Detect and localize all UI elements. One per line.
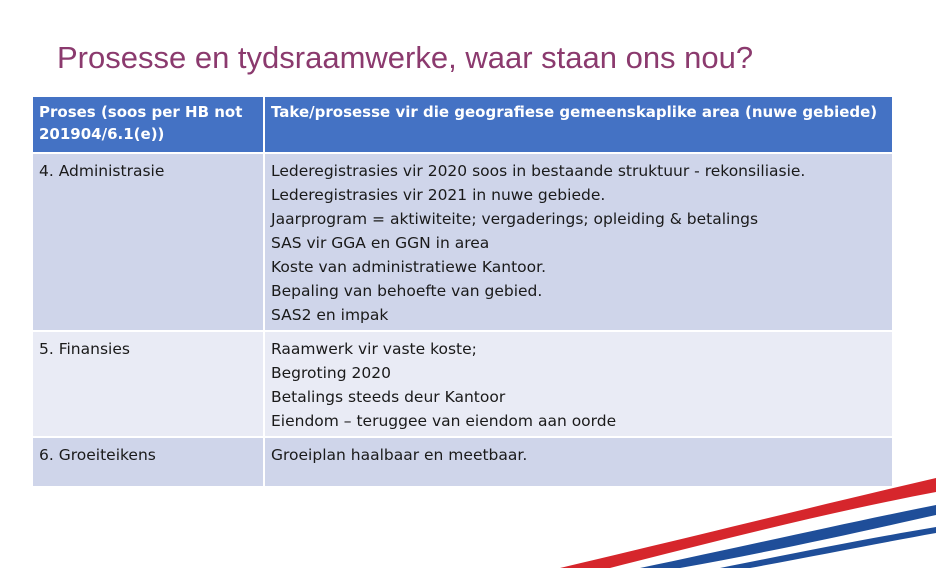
task-line: SAS vir GGA en GGN in area <box>271 234 490 252</box>
task-line: Groeiplan haalbaar en meetbaar. <box>271 446 528 464</box>
process-cell: 5. Finansies <box>32 331 264 437</box>
slide-title: Prosesse en tydsraamwerke, waar staan ons nou? <box>57 40 754 75</box>
task-line: Bepaling van behoefte van gebied. <box>271 282 543 300</box>
task-line: Eiendom – teruggee van eiendom aan oorde <box>271 412 617 430</box>
task-line: Koste van administratiewe Kantoor. <box>271 258 547 276</box>
header-tasks: Take/prosesse vir die geografiese gemeenskaplike area (nuwe gebiede) <box>264 96 893 153</box>
task-line: Begroting 2020 <box>271 364 391 382</box>
task-line: Lederegistrasies vir 2021 in nuwe gebiede. <box>271 186 606 204</box>
header-process: Proses (soos per HB not 201904/6.1(e)) <box>32 96 264 153</box>
process-cell: 6. Groeiteikens <box>32 437 264 487</box>
task-line: Lederegistrasies vir 2020 soos in bestaande struktuur - rekonsiliasie. <box>271 162 806 180</box>
task-line: Betalings steeds deur Kantoor <box>271 388 506 406</box>
process-cell: 4. Administrasie <box>32 153 264 331</box>
task-line: SAS2 en impak <box>271 306 389 324</box>
task-line: Raamwerk vir vaste koste; <box>271 340 477 358</box>
task-line: Jaarprogram = aktiwiteite; vergaderings; opleiding & betalings <box>271 210 759 228</box>
